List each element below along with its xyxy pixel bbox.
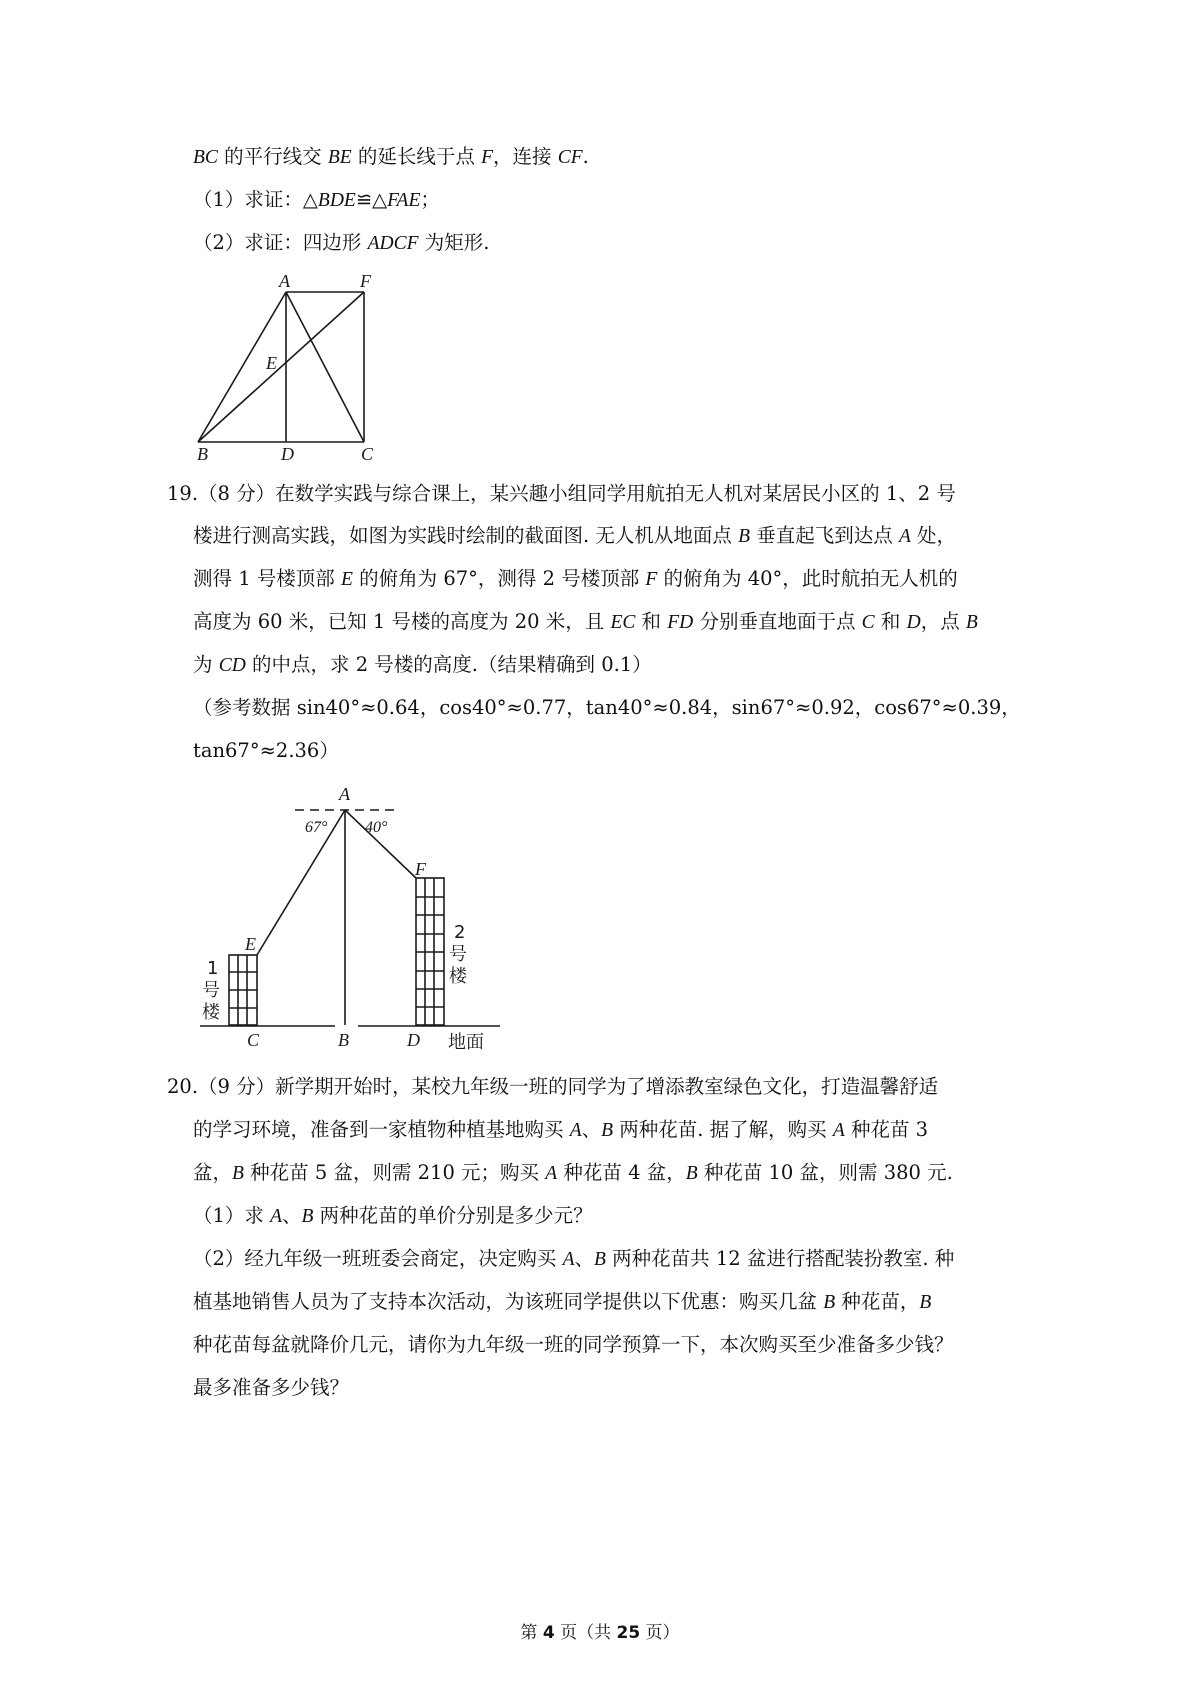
angle-67-label: 67° <box>305 819 328 836</box>
page-footer: 第 4 页（共 25 页） <box>520 1623 680 1643</box>
label-F: F <box>360 271 371 291</box>
segment-BF <box>198 292 364 442</box>
q19-line-4: 高度为 60 米，已知 1 号楼的高度为 20 米，且 EC 和 FD 分别垂直地面于点 C 和 D，点 B <box>193 610 978 633</box>
building-2-label-lou: 楼 <box>449 966 467 987</box>
q19-line-3: 测得 1 号楼顶部 E 的俯角为 67°，测得 2 号楼顶部 F 的俯角为 40°，此时航拍无人机的 <box>193 567 958 590</box>
q18-rectangle-figure <box>180 265 420 470</box>
building-2-label-num: 2 <box>454 922 466 943</box>
q19-line-5: 为 CD 的中点，求 2 号楼的高度.（结果精确到 0.1） <box>193 653 652 676</box>
q20-line-3: 盆，B 种花苗 5 盆，则需 210 元；购买 A 种花苗 4 盆，B 种花苗 10 盆，则需 380 元. <box>193 1161 953 1184</box>
q20-part2-line-1: （2）经九年级一班班委会商定，决定购买 A、B 两种花苗共 12 盆进行搭配装扮教室. 种 <box>193 1247 955 1270</box>
building-1-label-hao: 号 <box>202 980 220 1001</box>
building-2 <box>416 878 444 1025</box>
label-D: D <box>281 444 294 464</box>
segment-AC <box>286 292 364 442</box>
building-2-label-hao: 号 <box>449 944 467 965</box>
building-1-label-num: 1 <box>207 958 219 979</box>
q19-reference-data: （参考数据 sin40°≈0.64，cos40°≈0.77，tan40°≈0.84，sin67°≈0.92，cos67°≈0.39， <box>193 696 1021 719</box>
label-B: B <box>197 444 208 464</box>
q19-drone-buildings-figure <box>180 780 520 1060</box>
q20-line-1: 20.（9 分）新学期开始时，某校九年级一班的同学为了增添教室绿色文化，打造温馨舒适 <box>167 1075 939 1098</box>
label-B: B <box>338 1030 349 1050</box>
building-1 <box>229 955 257 1025</box>
q18-part1: （1）求证：△BDE≌△FAE； <box>193 188 440 211</box>
q20-part2-line-4: 最多准备多少钱？ <box>193 1376 350 1399</box>
label-D: D <box>407 1030 420 1050</box>
label-A: A <box>279 271 290 291</box>
q20-part2-line-2: 植基地销售人员为了支持本次活动，为该班同学提供以下优惠：购买几盆 B 种花苗，B <box>193 1290 932 1313</box>
q20-line-2: 的学习环境，准备到一家植物种植基地购买 A、B 两种花苗. 据了解，购买 A 种花苗 3 <box>193 1118 929 1141</box>
q19-line-1: 19.（8 分）在数学实践与综合课上，某兴趣小组同学用航拍无人机对某居民小区的 1、2 号 <box>167 482 956 505</box>
q20-part1: （1）求 A、B 两种花苗的单价分别是多少元？ <box>193 1204 593 1227</box>
segment-AE <box>257 810 345 955</box>
label-F: F <box>415 859 426 879</box>
q19-reference-data-cont: tan67°≈2.36） <box>193 739 339 762</box>
q18-part2: （2）求证：四边形 ADCF 为矩形. <box>193 231 490 254</box>
label-C: C <box>361 444 374 464</box>
label-C: C <box>247 1030 260 1050</box>
label-E: E <box>266 353 277 373</box>
label-A: A <box>339 784 350 804</box>
q19-line-2: 楼进行测高实践，如图为实践时绘制的截面图. 无人机从地面点 B 垂直起飞到达点 A 处， <box>193 524 957 547</box>
ground-label: 地面 <box>448 1032 484 1053</box>
building-1-label-lou: 楼 <box>202 1002 220 1023</box>
angle-40-label: 40° <box>365 819 388 836</box>
q18-continuation-line: BC 的平行线交 BE 的延长线于点 F，连接 CF. <box>193 145 589 168</box>
q20-part2-line-3: 种花苗每盆就降价几元，请你为九年级一班的同学预算一下，本次购买至少准备多少钱？ <box>193 1333 954 1356</box>
label-E: E <box>245 934 256 954</box>
